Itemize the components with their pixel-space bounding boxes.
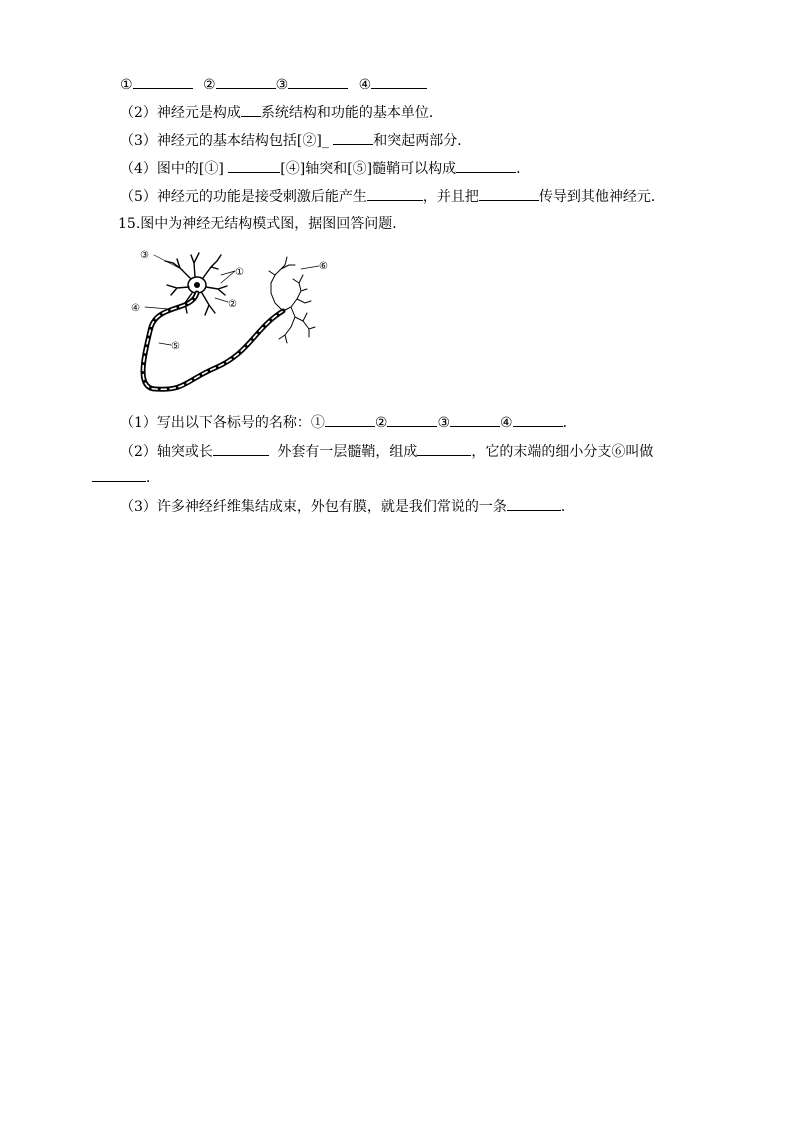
text: 外套有一层髓鞘，组成 [277,444,418,460]
text: （4）图中的[①] [120,161,224,177]
text: [④]轴突和[⑤]髓鞘可以构成 [280,161,457,177]
diagram-label-4: ④ [131,303,140,314]
q15-part-2-cont [92,467,160,488]
text: ，它的末端的细小分支⑥叫做 [471,444,654,460]
text: （3）神经元的基本结构包括[②] [120,133,322,149]
axon-shape [143,293,283,389]
text: （1）写出以下各标号的名称：① [120,415,325,431]
blank[interactable] [216,74,276,89]
blank[interactable] [479,186,539,201]
blank[interactable] [288,74,348,89]
diagram-label-2: ② [228,299,237,310]
q14-label-4: ④ [358,77,372,93]
q14-part-2 [120,102,443,123]
blank[interactable] [513,412,563,427]
blank[interactable] [450,412,500,427]
text: ． [562,415,577,431]
text: ，并且把 [422,189,479,205]
text: （2）神经元是构成 [120,105,241,121]
nucleus-shape [195,283,200,288]
text: （2）轴突或长 [120,444,213,460]
q15-stem: 15.图中为神经无结构模式图，据图回答问题． [118,216,407,232]
text: ② [374,415,388,431]
blank[interactable] [417,441,471,456]
blank[interactable] [371,74,427,89]
neuron-diagram [125,243,350,398]
text: 和突起两部分． [373,133,472,149]
nerve-endings-shape [269,257,315,343]
diagram-label-3: ③ [140,250,149,261]
q15-part-2 [120,441,653,462]
text: _ [321,133,329,149]
text: （3）许多神经纤维集结成束，外包有膜，就是我们常说的一条 [120,499,507,515]
text: （5）神经元的功能是接受刺激后能产生 [120,189,367,205]
q14-label-2: ② [203,77,216,93]
text: ． [560,499,575,515]
q14-label-3: ③ [275,77,289,93]
blank[interactable] [387,412,437,427]
text: ． [146,470,160,486]
blank[interactable] [507,496,561,511]
blank[interactable] [133,74,193,89]
blank[interactable] [92,467,146,482]
diagram-label-1: ① [235,267,244,278]
blank[interactable] [228,158,280,173]
q14-part-5 [120,186,665,207]
blank[interactable] [456,158,516,173]
text: 传导到其他神经元． [538,189,665,205]
text: 系统结构和功能的基本单位． [260,105,443,121]
diagram-label-5: ⑤ [171,341,180,352]
q15-part-3 [120,496,575,517]
text: ④ [500,415,513,431]
blank[interactable] [367,186,423,201]
q14-label-1: ① [120,77,133,93]
diagram-label-6: ⑥ [319,261,328,272]
blank[interactable] [333,130,373,145]
q14-label-line [120,74,427,95]
blank[interactable] [325,412,375,427]
blank[interactable] [241,102,261,117]
text: ． [516,161,531,177]
q15-part-1 [120,412,577,433]
q14-part-3 [120,130,471,151]
text: ③ [437,415,451,431]
blank[interactable] [213,441,269,456]
q14-part-4 [120,158,530,179]
